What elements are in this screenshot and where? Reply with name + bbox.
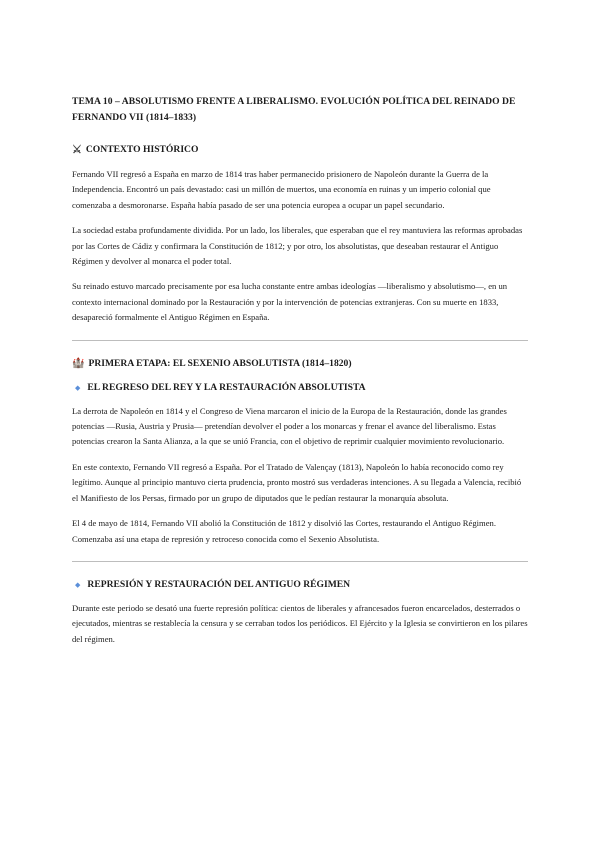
paragraph: Su reinado estuvo marcado precisamente por esa lucha constante entre ambas ideologías —liberalismo y absolutismo—, en un contexto internacional dominado por la Restauración y por la intervención de potencias extranjeras. Con su muerte en 1833, desapareció formalmente el Antiguo Régimen en España.: [72, 281, 508, 323]
paragraph: En este contexto, Fernando VII regresó a España. Por el Tratado de Valençay (1813), Napoleón lo había reconocido como rey legítimo. Aunque al principio mantuvo cierta prudencia, pronto mostró sus verdaderas intenciones. A su llegada a Valencia, recibió el Manifiesto de los Persas, firmado por un grupo de diputados que le pedían restaurar la monarquía absoluta.: [72, 461, 522, 503]
paragraph: Fernando VII regresó a España en marzo de 1814 tras haber permanecido prisionero de Napoleón durante la Guerra de la Independencia. Encontró un país devastado: casi un millón de muertos, una economía en ruinas y un imperio colonial que comenzaba a desmoronarse. España había pasado de ser una potencia europea a ocupar un papel secundario.: [72, 169, 491, 210]
subsection-heading-label: EL REGRESO DEL REY Y LA RESTAURACIÓN ABSOLUTISTA: [87, 381, 366, 393]
subsection-heading-label: REPRESIÓN Y RESTAURACIÓN DEL ANTIGUO RÉGIMEN: [87, 578, 351, 590]
document-title: TEMA 10 – ABSOLUTISMO FRENTE A LIBERALISMO. EVOLUCIÓN POLÍTICA DEL REINADO DE FERNANDO VII (1814–1833): [72, 96, 516, 123]
paragraph: La sociedad estaba profundamente dividida. Por un lado, los liberales, que esperaban que el rey mantuviera las reformas aprobadas por las Cortes de Cádiz y confirmara la Constitución de 1812; y por otro, los absolutistas, que deseaban restaurar el Antiguo Régimen y devolver al monarca el poder total.: [72, 225, 523, 267]
castle-icon: 🏰: [72, 357, 85, 369]
subsection-heading-return: [72, 381, 528, 395]
section-heading-context: [72, 143, 528, 157]
section-heading-label: PRIMERA ETAPA: EL SEXENIO ABSOLUTISTA (1814–1820): [88, 357, 352, 369]
section-heading-label: CONTEXTO HISTÓRICO: [85, 144, 199, 155]
diamond-icon: ◆: [75, 580, 81, 589]
crossed-swords-icon: ⚔: [72, 144, 82, 156]
subsection-heading-repression: [72, 578, 528, 592]
document-page: [72, 94, 528, 657]
paragraph: El 4 de mayo de 1814, Fernando VII abolió la Constitución de 1812 y disolvió las Cortes, restaurando el Antiguo Régimen. Comenzaba así una etapa de represión y retroceso conocida como el Sexenio Absolutista.: [72, 518, 496, 544]
section-divider: [72, 340, 528, 341]
section-heading-first-stage: [72, 357, 528, 371]
paragraph: La derrota de Napoleón en 1814 y el Congreso de Viena marcaron el inicio de la Europa de la Restauración, donde las grandes potencias —Rusia, Austria y Prusia— pretendían devolver el poder a los monarcas y frenar el avance del liberalismo. Estas potencias crearon la Santa Alianza, a la que se unió Francia, con el objetivo de reprimir cualquier movimiento revolucionario.: [72, 405, 507, 447]
paragraph: Durante este periodo se desató una fuerte represión política: cientos de liberales y afrancesados fueron encarcelados, desterrados o ejecutados, mientras se restablecía la censura y se cerraban todos los periódicos. El Ejército y la Iglesia se convirtieron en los pilares del régimen.: [72, 602, 528, 644]
section-divider: [72, 561, 528, 562]
diamond-icon: ◆: [75, 383, 81, 392]
